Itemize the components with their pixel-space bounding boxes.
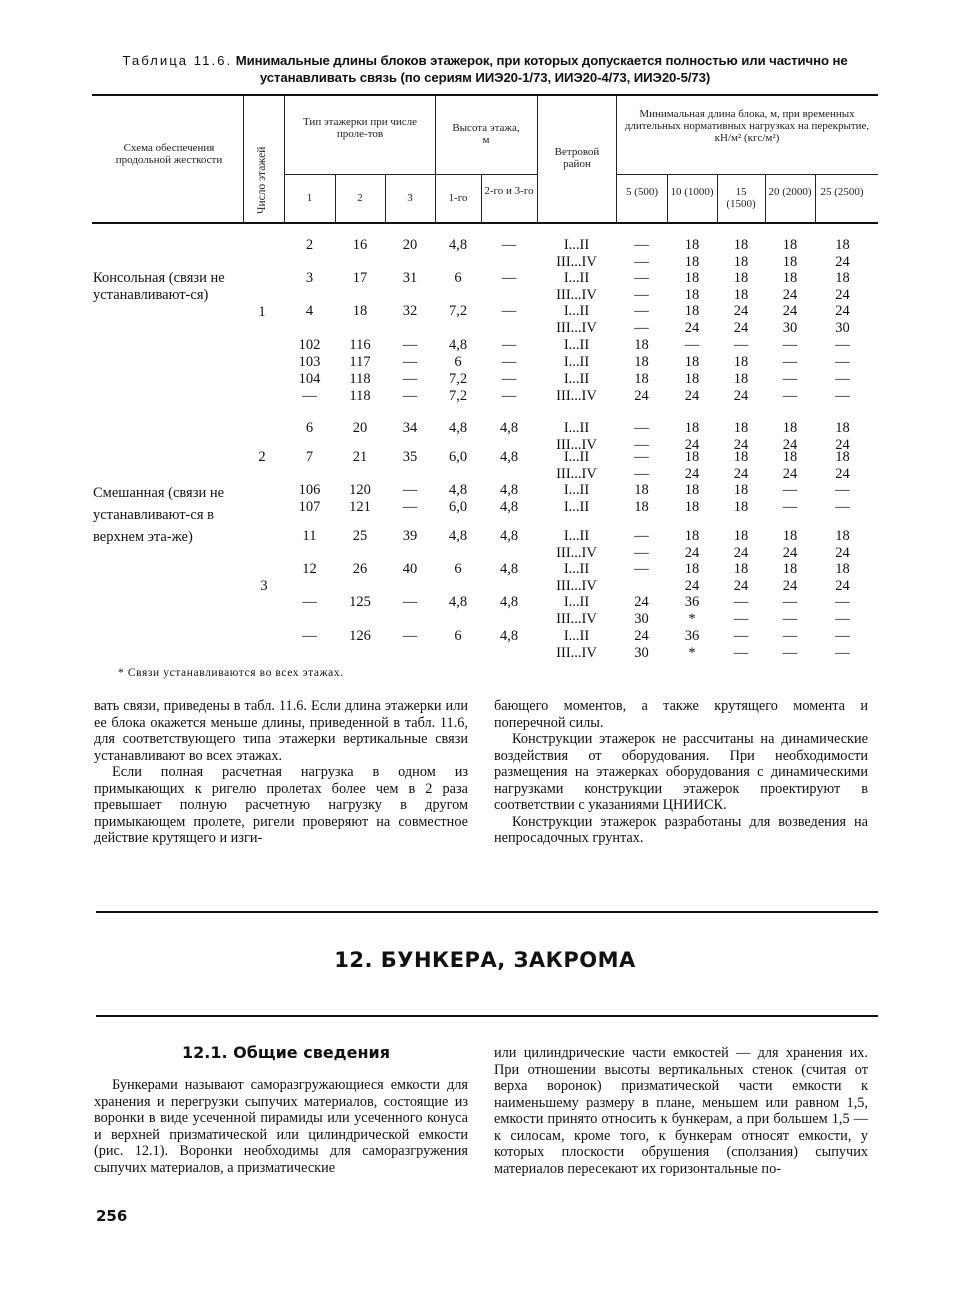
body-left-column xyxy=(94,698,468,847)
height-1-cell: 6 xyxy=(454,561,462,577)
height-2-cell: 4,8 xyxy=(499,528,519,544)
header-type-col-3: 3 xyxy=(407,192,413,204)
min-length-cell: * xyxy=(688,644,696,661)
min-length-cell: 18 xyxy=(634,499,649,515)
min-length-cell: 18 xyxy=(835,237,850,253)
type-2-cell: 118 xyxy=(349,371,371,387)
min-length-cell: — xyxy=(733,644,749,661)
min-length-cell: 18 xyxy=(634,354,649,370)
floor-label: 2 xyxy=(258,449,266,465)
height-2-cell: — xyxy=(501,237,517,253)
height-1-cell: 6 xyxy=(454,354,462,370)
min-length-cell: 24 xyxy=(684,577,700,594)
wind-region-cell: III...IV xyxy=(556,388,597,404)
type-1-cell: 6 xyxy=(305,420,314,436)
paragraph: бающего моментов, а также крутящего момента и поперечной силы. xyxy=(494,698,868,731)
min-length-cell: — xyxy=(634,420,649,436)
type-3-cell: — xyxy=(402,499,418,515)
table-caption-text: Минимальные длины блоков этажерок, при которых допускается полностью или частично не устанавливать связь (по сериям ИИЭ20-1/73, ИИЭ20-4/73, ИИЭ20-5/73) xyxy=(235,53,848,85)
min-length-cell: * xyxy=(688,610,696,627)
min-length-cell: 18 xyxy=(835,270,850,286)
type-3-cell: 34 xyxy=(402,420,418,436)
wind-region-cell: I...II xyxy=(563,337,590,353)
height-2-cell: 4,8 xyxy=(499,482,519,498)
min-length-cell: — xyxy=(634,237,649,253)
table-caption xyxy=(92,52,878,86)
type-1-cell: 106 xyxy=(298,482,321,498)
min-length-cell: 18 xyxy=(733,528,749,544)
min-length-cell: — xyxy=(782,354,798,370)
height-2-cell: — xyxy=(501,337,517,353)
header-type-col-2: 2 xyxy=(357,192,363,204)
divider xyxy=(717,174,718,222)
paragraph: Конструкции этажерок не рассчитаны на динамические воздействия от оборудования. При необходимости размещения на этажерках оборудования с динамическими нагрузками конструкции этажерок проектируют в соответствии с указаниями ЦНИИСК. xyxy=(494,731,868,813)
header-type-group: Тип этажерки при числе проле-тов xyxy=(302,116,418,140)
min-length-cell: 24 xyxy=(835,286,850,303)
min-length-cell: — xyxy=(634,270,649,286)
height-2-cell: 4,8 xyxy=(499,449,519,465)
min-length-cell: — xyxy=(684,337,700,353)
type-3-cell: — xyxy=(402,482,418,498)
height-2-cell: — xyxy=(501,303,517,319)
min-length-cell: 18 xyxy=(733,420,749,436)
min-length-cell: 24 xyxy=(835,544,850,561)
height-1-cell: 6,0 xyxy=(448,499,468,515)
height-2-cell: 4,8 xyxy=(499,628,519,644)
min-length-cell: 18 xyxy=(684,253,700,270)
type-1-cell: 7 xyxy=(305,449,314,465)
height-1-cell: 4,8 xyxy=(448,237,468,253)
scheme-label-console: Консольная (связи не устанавливают-ся) xyxy=(93,270,225,303)
min-length-cell: 18 xyxy=(835,528,850,544)
chapter-bottom-rule xyxy=(96,1015,878,1017)
height-1-cell: 4,8 xyxy=(448,420,468,436)
height-2-cell: 4,8 xyxy=(499,499,519,515)
height-1-cell: 4,8 xyxy=(448,337,468,353)
paragraph: или цилиндрические части емкостей — для хранения их. При отношении высоты вертикальных стенок (считая от верха воронок) призматической части емкости к наименьшему размеру в плане, меньшем или равном 1,5, емкости принято относить к бункерам, а при большем 1,5 — к силосам, кроме того, к бункерам относят емкости, у которых плоскости обрушения (сползания) сыпучих материалов пересекают их горизонтальные по- xyxy=(494,1045,868,1177)
height-2-cell: 4,8 xyxy=(499,594,519,610)
type-1-cell: 12 xyxy=(302,561,317,577)
type-3-cell: 31 xyxy=(402,270,418,286)
divider xyxy=(616,174,878,175)
wind-region-cell: I...II xyxy=(563,499,590,515)
wind-region-cell: I...II xyxy=(563,354,590,370)
min-length-cell: 18 xyxy=(684,561,700,577)
min-length-cell: — xyxy=(835,628,850,644)
min-length-cell: 18 xyxy=(835,561,850,577)
wind-region-cell: I...II xyxy=(563,628,590,644)
chapter-top-rule xyxy=(96,911,878,913)
header-floors: Число этажей xyxy=(256,146,268,214)
divider xyxy=(815,174,816,222)
min-length-cell: 24 xyxy=(634,594,649,610)
min-length-cell: — xyxy=(782,337,798,353)
min-length-cell: — xyxy=(634,449,649,465)
min-length-cell: 30 xyxy=(782,319,798,336)
min-length-cell: 24 xyxy=(782,436,798,453)
header-wind: Ветровой район xyxy=(554,146,600,170)
wind-region-cell: I...II xyxy=(563,270,590,286)
header-load-col-3: 15 (1500) xyxy=(726,186,756,210)
min-length-cell: 18 xyxy=(782,253,798,270)
floor-label: 1 xyxy=(258,304,266,320)
type-1-cell: 2 xyxy=(305,237,314,253)
min-length-cell: 18 xyxy=(733,561,749,577)
type-2-cell: 116 xyxy=(349,337,371,353)
height-1-cell: 4,8 xyxy=(448,482,468,498)
min-length-cell: 24 xyxy=(684,436,700,453)
min-length-cell: — xyxy=(835,594,850,610)
page-number: 256 xyxy=(96,1207,128,1225)
table-footnote: * Связи устанавливаются во всех этажах. xyxy=(118,667,344,679)
height-2-cell: 4,8 xyxy=(499,420,519,436)
section-left-column xyxy=(94,1077,468,1176)
min-length-cell: 18 xyxy=(835,449,850,465)
min-length-cell: 30 xyxy=(835,319,850,336)
min-length-cell: — xyxy=(782,644,798,661)
paragraph: Если полная расчетная нагрузка в одном из примыкающих к ригелю пролетах более чем в 2 раза превышает полную расчетную нагрузку в другом примыкающем пролете, ригели проверяют на совместное действие крутящего и изги- xyxy=(94,764,468,846)
min-length-cell: 18 xyxy=(684,499,700,515)
min-length-cell: — xyxy=(782,482,798,498)
min-length-cell: — xyxy=(634,528,649,544)
min-length-cell: 18 xyxy=(684,482,700,498)
min-length-cell: 18 xyxy=(684,420,700,436)
type-3-cell: — xyxy=(402,371,418,387)
min-length-cell: 24 xyxy=(835,465,850,482)
type-2-cell: 17 xyxy=(352,270,368,286)
type-1-cell: 3 xyxy=(305,270,314,286)
table-header-bottom-rule xyxy=(92,222,878,224)
table-label: Таблица 11.6. xyxy=(122,53,233,68)
wind-region-cell: III...IV xyxy=(556,644,597,661)
floor-label: 3 xyxy=(260,578,268,594)
wind-region-cell: III...IV xyxy=(556,319,597,336)
min-length-cell: 18 xyxy=(835,420,850,436)
min-length-cell: 18 xyxy=(684,449,700,465)
min-length-cell: 36 xyxy=(684,628,700,644)
paragraph: Бункерами называют саморазгружающиеся емкости для хранения и перегрузки сыпучих материалов, состоящие из воронки в виде усеченной пирамиды или усеченного конуса и верхней призматической или цилиндрической емкости (рис. 12.1). Воронки необходимы для саморазгружения сыпучих материалов, а призматические xyxy=(94,1077,468,1176)
type-3-cell: 39 xyxy=(402,528,418,544)
min-length-cell: 24 xyxy=(733,436,749,453)
min-length-cell: 18 xyxy=(733,371,749,387)
type-3-cell: 40 xyxy=(402,561,418,577)
min-length-cell: 24 xyxy=(733,577,749,594)
min-length-cell: 24 xyxy=(634,628,649,644)
min-length-cell: — xyxy=(634,436,649,453)
min-length-cell: 30 xyxy=(634,644,649,661)
height-1-cell: 4,8 xyxy=(448,528,468,544)
min-length-cell: 18 xyxy=(782,237,798,253)
type-2-cell: 26 xyxy=(352,561,368,577)
wind-region-cell: I...II xyxy=(563,482,590,498)
min-length-cell: 18 xyxy=(684,354,700,370)
type-1-cell: 104 xyxy=(298,371,321,387)
min-length-cell: 18 xyxy=(733,354,749,370)
wind-region-cell: III...IV xyxy=(556,577,597,594)
body-right-column xyxy=(494,698,868,847)
wind-region-cell: III...IV xyxy=(556,465,597,482)
min-length-cell: — xyxy=(782,499,798,515)
min-length-cell: 24 xyxy=(733,319,749,336)
min-length-cell: 24 xyxy=(782,465,798,482)
type-1-cell: 107 xyxy=(298,499,321,515)
min-length-cell: 18 xyxy=(733,286,749,303)
min-length-cell: — xyxy=(782,594,798,610)
type-1-cell: 102 xyxy=(298,337,321,353)
divider xyxy=(616,96,617,222)
min-length-cell: 24 xyxy=(733,388,749,404)
header-height-col-2: 2-го и 3-го xyxy=(484,185,534,197)
min-length-cell: 24 xyxy=(684,465,700,482)
type-2-cell: 18 xyxy=(352,303,368,319)
height-2-cell: — xyxy=(501,388,517,404)
wind-region-cell: III...IV xyxy=(556,286,597,303)
min-length-cell: 30 xyxy=(634,610,649,627)
min-length-cell: 24 xyxy=(733,544,749,561)
header-length-group: Минимальная длина блока, м, при временных длительных нормативных нагрузках на перекрытие, кН/м² (кгс/м²) xyxy=(624,108,870,144)
height-1-cell: 7,2 xyxy=(448,303,468,319)
type-3-cell: 32 xyxy=(402,303,418,319)
type-3-cell: 35 xyxy=(402,449,418,465)
min-length-cell: — xyxy=(782,628,798,644)
min-length-cell: — xyxy=(835,371,850,387)
min-length-cell: 24 xyxy=(733,465,749,482)
type-1-cell: — xyxy=(302,594,317,610)
min-length-cell: — xyxy=(782,610,798,627)
min-length-cell: 24 xyxy=(782,286,798,303)
height-2-cell: — xyxy=(501,354,517,370)
min-length-cell: — xyxy=(733,594,749,610)
type-2-cell: 125 xyxy=(349,594,371,610)
height-1-cell: 6 xyxy=(454,270,462,286)
type-2-cell: 16 xyxy=(352,237,368,253)
min-length-cell: 36 xyxy=(684,594,700,610)
min-length-cell: 24 xyxy=(782,303,798,319)
min-length-cell: — xyxy=(835,644,850,661)
section-title: 12.1. Общие сведения xyxy=(182,1043,390,1062)
min-length-cell: 24 xyxy=(684,388,700,404)
min-length-cell: 18 xyxy=(634,371,649,387)
height-2-cell: — xyxy=(501,270,517,286)
min-length-cell: — xyxy=(634,303,649,319)
header-load-col-5: 25 (2500) xyxy=(820,186,864,198)
min-length-cell: — xyxy=(835,354,850,370)
min-length-cell: 18 xyxy=(782,528,798,544)
min-length-cell: — xyxy=(634,319,649,336)
scheme-label-mixed: Смешанная (связи не устанавливают-ся в верхнем эта-же) xyxy=(93,485,225,545)
min-length-cell: 18 xyxy=(634,337,649,353)
wind-region-cell: I...II xyxy=(563,594,590,610)
wind-region-cell: III...IV xyxy=(556,610,597,627)
type-3-cell: — xyxy=(402,337,418,353)
min-length-cell: 24 xyxy=(782,544,798,561)
height-1-cell: 6 xyxy=(454,628,462,644)
min-length-cell: 18 xyxy=(684,303,700,319)
min-length-cell: 18 xyxy=(782,420,798,436)
paragraph: вать связи, приведены в табл. 11.6. Если длина этажерки или ее блока окажется меньше длины, приведенной в табл. 11.6, для соответствующего типа этажерки вертикальные связи устанавливают во всех этажах. xyxy=(94,698,468,764)
min-length-cell: — xyxy=(782,388,798,404)
divider xyxy=(243,96,244,222)
type-3-cell: — xyxy=(402,388,418,404)
type-3-cell: 20 xyxy=(402,237,418,253)
min-length-cell: — xyxy=(835,482,850,498)
divider xyxy=(284,174,537,175)
section-right-column xyxy=(494,1045,868,1177)
min-length-cell: 18 xyxy=(782,561,798,577)
min-length-cell: — xyxy=(634,253,649,270)
type-1-cell: — xyxy=(302,388,317,404)
min-length-cell: — xyxy=(733,337,749,353)
min-length-cell: — xyxy=(835,388,850,404)
min-length-cell: — xyxy=(634,544,649,561)
min-length-cell: 18 xyxy=(733,253,749,270)
header-height-group: Высота этажа, м xyxy=(452,122,520,146)
min-length-cell: 18 xyxy=(782,270,798,286)
min-length-cell: 18 xyxy=(684,286,700,303)
type-2-cell: 121 xyxy=(349,499,371,515)
type-2-cell: 117 xyxy=(349,354,371,370)
table-top-rule xyxy=(92,94,878,96)
header-load-col-1: 5 (500) xyxy=(625,186,659,198)
height-1-cell: 4,8 xyxy=(448,594,468,610)
min-length-cell: — xyxy=(835,337,850,353)
type-3-cell: — xyxy=(402,354,418,370)
header-load-col-4: 20 (2000) xyxy=(768,186,812,198)
paragraph: Конструкции этажерок разработаны для возведения на непросадочных грунтах. xyxy=(494,813,868,846)
type-3-cell: — xyxy=(402,594,418,610)
type-1-cell: 11 xyxy=(302,528,317,544)
wind-region-cell: I...II xyxy=(563,303,590,319)
divider xyxy=(765,174,766,222)
min-length-cell: 24 xyxy=(835,577,850,594)
height-1-cell: 7,2 xyxy=(448,371,468,387)
type-1-cell: — xyxy=(302,628,317,644)
min-length-cell: 24 xyxy=(684,319,700,336)
min-length-cell: 18 xyxy=(634,482,649,498)
min-length-cell: 24 xyxy=(835,436,850,453)
min-length-cell: 24 xyxy=(782,577,798,594)
header-scheme: Схема обеспечения продольной жесткости xyxy=(115,142,223,166)
header-load-col-2: 10 (1000) xyxy=(670,186,714,198)
divider xyxy=(481,174,482,222)
min-length-cell: — xyxy=(782,371,798,387)
min-length-cell: — xyxy=(634,465,649,482)
wind-region-cell: I...II xyxy=(563,528,590,544)
min-length-cell: 18 xyxy=(782,449,798,465)
min-length-cell: 18 xyxy=(733,482,749,498)
wind-region-cell: III...IV xyxy=(556,544,597,561)
wind-region-cell: I...II xyxy=(563,561,590,577)
wind-region-cell: I...II xyxy=(563,449,590,465)
min-length-cell: — xyxy=(634,561,649,577)
min-length-cell: — xyxy=(733,610,749,627)
wind-region-cell: I...II xyxy=(563,371,590,387)
height-1-cell: 7,2 xyxy=(448,388,468,404)
type-2-cell: 126 xyxy=(349,628,371,644)
wind-region-cell: III...IV xyxy=(556,436,597,453)
min-length-cell: — xyxy=(634,286,649,303)
min-length-cell: 18 xyxy=(733,270,749,286)
header-height-col-1: 1-го xyxy=(448,192,468,204)
type-2-cell: 118 xyxy=(349,388,371,404)
type-2-cell: 120 xyxy=(349,482,371,498)
min-length-cell: 24 xyxy=(634,388,649,404)
min-length-cell: — xyxy=(835,610,850,627)
height-2-cell: — xyxy=(501,371,517,387)
type-2-cell: 21 xyxy=(352,449,368,465)
divider xyxy=(667,174,668,222)
min-length-cell: 24 xyxy=(733,303,749,319)
type-2-cell: 20 xyxy=(352,420,368,436)
wind-region-cell: III...IV xyxy=(556,253,597,270)
chapter-title: 12. БУНКЕРА, ЗАКРОМА xyxy=(334,948,636,972)
min-length-cell: 24 xyxy=(835,303,850,319)
type-1-cell: 4 xyxy=(305,303,314,319)
type-2-cell: 25 xyxy=(352,528,368,544)
min-length-cell: 18 xyxy=(733,499,749,515)
min-length-cell: 18 xyxy=(684,371,700,387)
min-length-cell: 24 xyxy=(684,544,700,561)
type-3-cell: — xyxy=(402,628,418,644)
height-2-cell: 4,8 xyxy=(499,561,519,577)
type-1-cell: 103 xyxy=(298,354,321,370)
min-length-cell: 18 xyxy=(684,270,700,286)
min-length-cell: 18 xyxy=(684,237,700,253)
min-length-cell: — xyxy=(733,628,749,644)
min-length-cell: 24 xyxy=(835,253,850,270)
min-length-cell: 18 xyxy=(733,449,749,465)
height-1-cell: 6,0 xyxy=(448,449,468,465)
wind-region-cell: I...II xyxy=(563,420,590,436)
divider xyxy=(537,96,538,222)
header-type-col-1: 1 xyxy=(306,192,313,204)
min-length-cell: 18 xyxy=(684,528,700,544)
min-length-cell: 18 xyxy=(733,237,749,253)
min-length-cell: — xyxy=(835,499,850,515)
wind-region-cell: I...II xyxy=(563,237,590,253)
